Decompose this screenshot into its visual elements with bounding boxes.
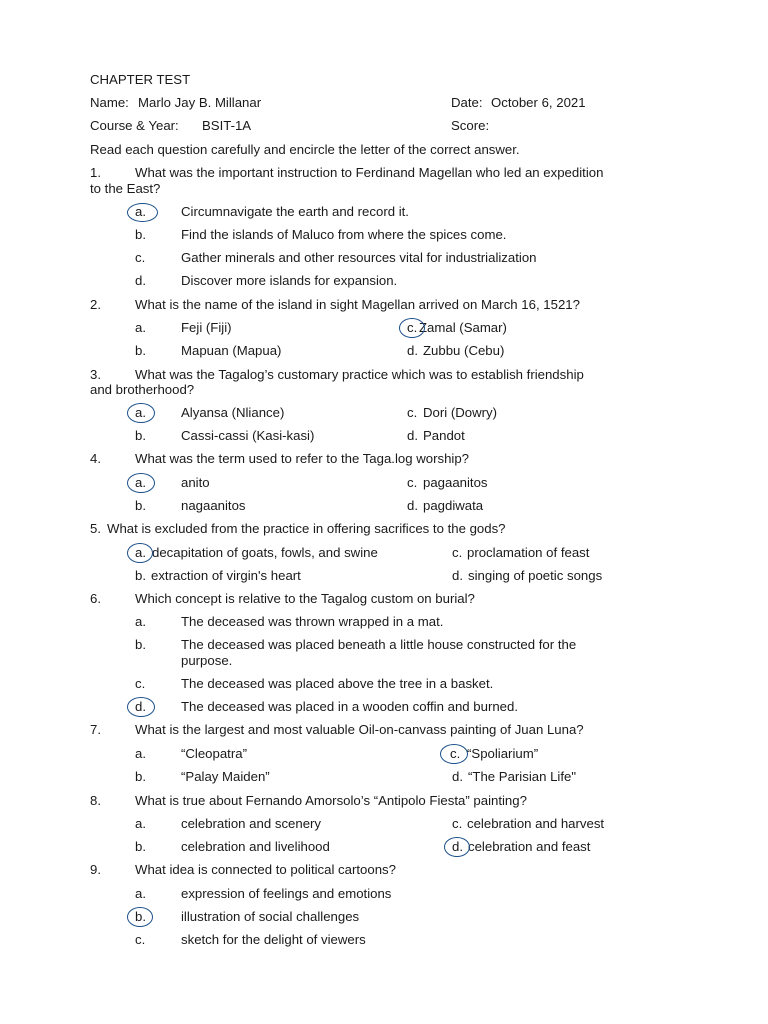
question-text: What is excluded from the practice in offering sacrifices to the gods? — [107, 521, 506, 536]
question-text: What is the largest and most valuable Oil-on-canvass painting of Juan Luna? — [135, 722, 584, 737]
choice-letter[interactable]: c. — [407, 405, 418, 420]
choice-text: celebration and feast — [468, 839, 591, 854]
choice-text: Alyansa (Nliance) — [181, 405, 285, 420]
question-number: 6. — [90, 591, 101, 606]
choice-text: pagdiwata — [423, 498, 484, 513]
choice-letter[interactable]: a. — [135, 614, 146, 629]
choice-letter[interactable]: b. — [135, 637, 146, 652]
choice-letter[interactable]: a. — [135, 320, 146, 335]
question-number: 7. — [90, 722, 101, 737]
choice-letter[interactable]: d. — [135, 273, 146, 288]
choice-text: “The Parisian Life" — [468, 769, 577, 784]
choice-text: Zamal (Samar) — [419, 320, 507, 335]
question-text: What is true about Fernando Amorsolo’s “Antipolo Fiesta” painting? — [135, 793, 527, 808]
choice-text: anito — [181, 475, 210, 490]
choice-text: Circumnavigate the earth and record it. — [181, 204, 409, 219]
choice-text: “Palay Maiden” — [181, 769, 270, 784]
choice-text: celebration and livelihood — [181, 839, 330, 854]
question-text: What was the term used to refer to the Taga.log worship? — [135, 451, 470, 466]
choice-text: extraction of virgin's heart — [151, 568, 301, 583]
choice-text: The deceased was placed in a wooden coffin and burned. — [181, 699, 519, 714]
choice-text: “Cleopatra” — [181, 746, 247, 761]
choice-letter[interactable]: b. — [135, 498, 146, 513]
choice-letter[interactable]: c. — [135, 250, 146, 265]
question-number: 9. — [90, 862, 101, 877]
choice-letter[interactable]: b. — [135, 227, 146, 242]
choice-text: “Spoliarium” — [467, 746, 539, 761]
choice-letter[interactable]: c. — [452, 816, 463, 831]
choice-text: Find the islands of Maluco from where the spices come. — [181, 227, 507, 242]
choice-letter[interactable]: a. — [135, 475, 146, 490]
question-text-cont: and brotherhood? — [90, 382, 195, 397]
choice-letter[interactable]: c. — [135, 676, 146, 691]
question-number: 8. — [90, 793, 101, 808]
choice-letter[interactable]: d. — [452, 839, 463, 854]
choice-text: nagaanitos — [181, 498, 246, 513]
choice-letter[interactable]: a. — [135, 545, 146, 560]
choice-letter[interactable]: d. — [407, 498, 418, 513]
test-title: CHAPTER TEST — [90, 72, 191, 87]
choice-letter[interactable]: c. — [407, 320, 418, 335]
choice-letter[interactable]: b. — [135, 343, 146, 358]
name-value: Marlo Jay B. Millanar — [138, 95, 262, 110]
choice-text: Cassi-cassi (Kasi-kasi) — [181, 428, 315, 443]
answer-circle — [127, 403, 155, 423]
choice-letter[interactable]: d. — [407, 428, 418, 443]
choice-letter[interactable]: d. — [135, 699, 146, 714]
choice-letter[interactable]: a. — [135, 405, 146, 420]
question-text: Which concept is relative to the Tagalog custom on burial? — [135, 591, 475, 606]
choice-text: The deceased was placed beneath a little house constructed for the — [181, 637, 577, 652]
choice-text: pagaanitos — [423, 475, 488, 490]
choice-letter[interactable]: d. — [452, 769, 463, 784]
question-number: 5. — [90, 521, 101, 536]
choice-letter[interactable]: c. — [407, 475, 418, 490]
course-label: Course & Year: — [90, 118, 179, 133]
choice-text: Zubbu (Cebu) — [423, 343, 505, 358]
choice-text: The deceased was thrown wrapped in a mat. — [181, 614, 444, 629]
choice-text: decapitation of goats, fowls, and swine — [152, 545, 378, 560]
question-number: 3. — [90, 367, 101, 382]
date-label: Date: — [451, 95, 483, 110]
choice-letter[interactable]: a. — [135, 816, 146, 831]
question-text: What is the name of the island in sight Magellan arrived on March 16, 1521? — [135, 297, 580, 312]
course-value: BSIT-1A — [202, 118, 252, 133]
choice-text: Dori (Dowry) — [423, 405, 497, 420]
choice-letter[interactable]: b. — [135, 428, 146, 443]
answer-circle — [444, 837, 470, 857]
answer-circle — [127, 543, 153, 563]
choice-text: Feji (Fiji) — [181, 320, 232, 335]
choice-letter[interactable]: a. — [135, 204, 146, 219]
answer-circle — [127, 203, 158, 222]
name-label: Name: — [90, 95, 129, 110]
choice-text: Pandot — [423, 428, 465, 443]
choice-text: expression of feelings and emotions — [181, 886, 392, 901]
answer-circle — [399, 318, 425, 338]
question-text: What idea is connected to political cartoons? — [135, 862, 396, 877]
choice-text: The deceased was placed above the tree in a basket. — [181, 676, 494, 691]
score-label: Score: — [451, 118, 490, 133]
question-text: What was the Tagalog’s customary practice which was to establish friendship — [135, 367, 584, 382]
instruction-text: Read each question carefully and encircle the letter of the correct answer. — [90, 142, 520, 157]
choice-text: proclamation of feast — [467, 545, 590, 560]
choice-letter[interactable]: a. — [135, 746, 146, 761]
answer-circle — [127, 907, 153, 927]
question-number: 4. — [90, 451, 101, 466]
choice-text: celebration and harvest — [467, 816, 605, 831]
question-text: What was the important instruction to Ferdinand Magellan who led an expedition — [135, 165, 604, 180]
answer-circle — [127, 473, 155, 493]
choice-text: Gather minerals and other resources vital for industrialization — [181, 250, 537, 265]
choice-letter[interactable]: d. — [407, 343, 418, 358]
choice-text: Mapuan (Mapua) — [181, 343, 282, 358]
choice-letter[interactable]: b. — [135, 909, 146, 924]
choice-letter[interactable]: b. — [135, 769, 146, 784]
choice-letter[interactable]: b. — [135, 568, 146, 583]
choice-letter[interactable]: d. — [452, 568, 463, 583]
question-number: 2. — [90, 297, 101, 312]
answer-circle — [440, 744, 468, 764]
choice-text: sketch for the delight of viewers — [181, 932, 366, 947]
date-value: October 6, 2021 — [491, 95, 586, 110]
choice-letter[interactable]: c. — [452, 545, 463, 560]
answer-circle — [127, 697, 155, 717]
choice-text: celebration and scenery — [181, 816, 322, 831]
choice-text: Discover more islands for expansion. — [181, 273, 398, 288]
choice-letter[interactable]: a. — [135, 886, 146, 901]
choice-letter[interactable]: b. — [135, 839, 146, 854]
choice-text-cont: purpose. — [181, 653, 233, 668]
choice-text: singing of poetic songs — [468, 568, 603, 583]
question-text-cont: to the East? — [90, 181, 161, 196]
choice-text: illustration of social challenges — [181, 909, 360, 924]
question-number: 1. — [90, 165, 101, 180]
choice-letter[interactable]: c. — [450, 746, 461, 761]
choice-letter[interactable]: c. — [135, 932, 146, 947]
